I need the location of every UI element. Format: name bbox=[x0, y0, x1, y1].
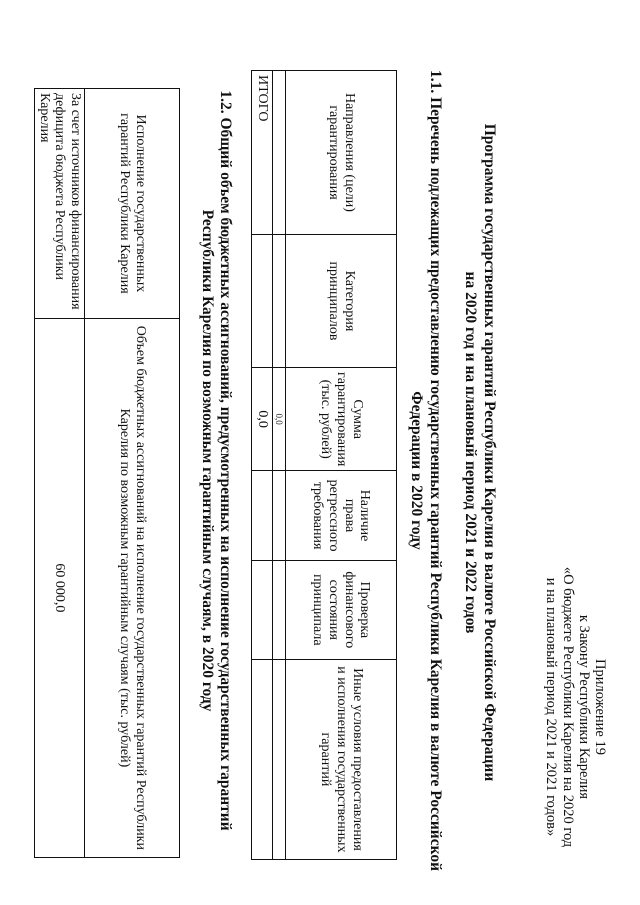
appendix-note bbox=[543, 557, 608, 857]
appendix-line-3: «О бюджете Республики Карелия на 2020 год bbox=[559, 566, 576, 848]
header-recourse-right: Наличие права регрессного требования bbox=[286, 471, 397, 560]
table-cell bbox=[273, 560, 286, 659]
table-cell bbox=[252, 471, 273, 560]
table-total-row bbox=[252, 71, 273, 860]
table-cell bbox=[273, 471, 286, 560]
header-principal-category: Категория принципалов bbox=[286, 234, 397, 367]
appendix-line-1: Приложение 19 bbox=[592, 659, 608, 755]
document-title bbox=[461, 0, 498, 905]
table-header-row bbox=[85, 89, 180, 858]
funding-source-label: За счет источников финансирования дефицита бюджета Республики Карелия bbox=[34, 89, 84, 319]
header-other-conditions: Иные условия предоставления и исполнения государственных гарантий bbox=[286, 659, 397, 859]
guarantees-table bbox=[251, 70, 397, 860]
section-2-heading-line-2: Республики Карелия по возможным гарантийным случаям, в 2020 году bbox=[199, 209, 217, 712]
appendix-line-4: и на плановый период 2021 и 2021 годов» bbox=[543, 577, 560, 837]
table-cell bbox=[252, 560, 273, 659]
header-direction: Направления (цели) гарантирования bbox=[286, 71, 397, 235]
section-1-heading-line-1: 1.1. Перечень подлежащих предоставлению государственных гарантий Республики Карелия в валюте Российской bbox=[427, 69, 444, 872]
header-guarantee-amount: Сумма гарантирования (тыс. рублей) bbox=[286, 368, 397, 471]
section-2-heading bbox=[198, 56, 234, 865]
section-1-heading bbox=[407, 56, 444, 885]
section-2-heading-line-1: 1.2. Общий объем бюджетных ассигнований, предусмотренных на исполнение государственных гарантий bbox=[217, 90, 234, 831]
header-financial-check: Проверка финансового состояния принципала bbox=[286, 560, 397, 659]
table-header-row bbox=[286, 71, 397, 860]
header-allocation-volume: Объем бюджетных ассигнований на исполнение государственных гарантий Республики Карелия по возможным гарантийным случаям (тыс. рублей) bbox=[85, 318, 180, 857]
table-row bbox=[273, 71, 286, 860]
appendix-line-2: к Закону Республики Карелия bbox=[575, 614, 592, 800]
total-amount: 0,0 bbox=[252, 368, 273, 471]
table-row bbox=[34, 89, 84, 858]
table-cell bbox=[273, 234, 286, 367]
table-cell-amount: 0,0 bbox=[273, 368, 286, 471]
section-1-heading-line-2: Федерации в 2020 году bbox=[408, 391, 426, 550]
allocation-amount: 60 000,0 bbox=[34, 318, 84, 857]
table-cell bbox=[252, 234, 273, 367]
table-cell bbox=[273, 71, 286, 235]
total-label: ИТОГО bbox=[252, 71, 273, 235]
header-guarantee-execution: Исполнение государственных гарантий Республики Карелия bbox=[85, 89, 180, 319]
budget-allocation-table bbox=[34, 88, 180, 858]
table-cell bbox=[252, 659, 273, 859]
title-line-1: Программа государственных гарантий Республики Карелия в валюте Российской Федерации bbox=[481, 123, 498, 782]
title-line-2: на 2020 год и на плановый период 2021 и 2022 годов bbox=[462, 271, 480, 634]
table-cell bbox=[273, 659, 286, 859]
